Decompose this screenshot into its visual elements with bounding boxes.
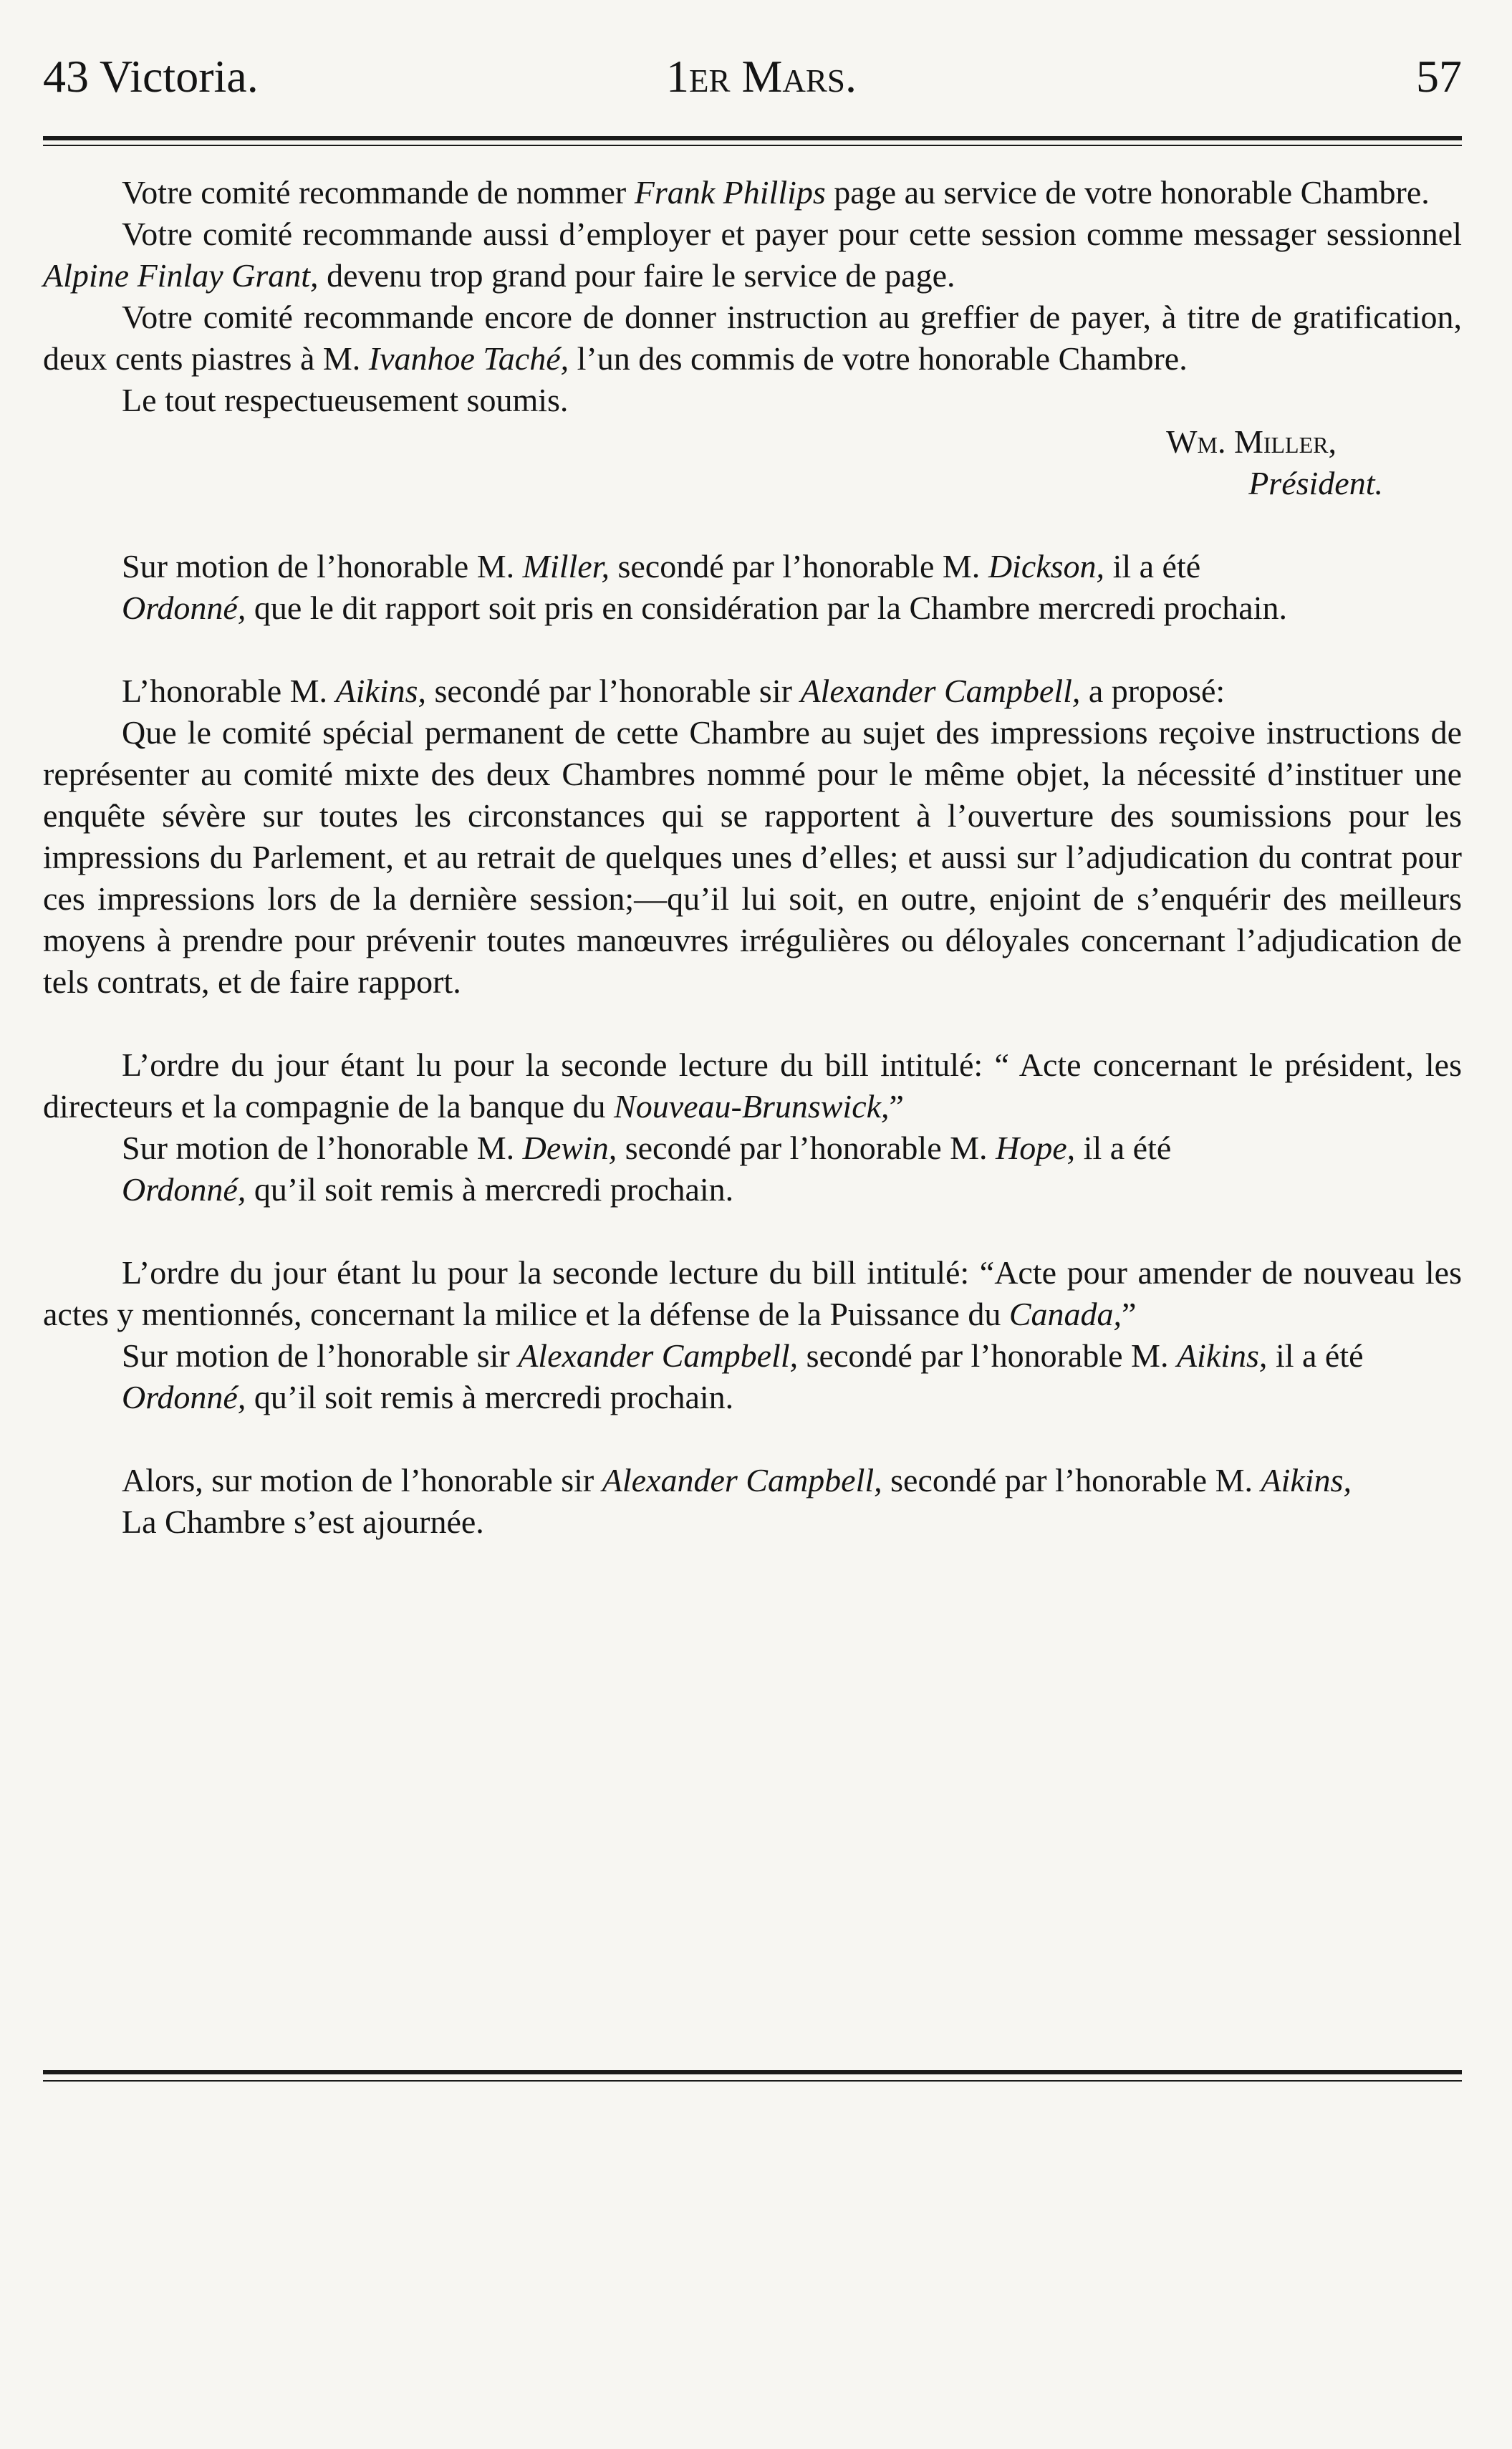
order-militia-bill: L’ordre du jour étant lu pour la seconde lecture du bill intitulé: “Acte pour amender de nouveau les actes y mentionnés, concernant la milice et la défense de la Puissance du Canada,” (43, 1254, 1462, 1332)
signature-title: Président. (1248, 465, 1383, 501)
document-body (43, 172, 1462, 1543)
page-number: 57 (1416, 51, 1462, 102)
order-militia-motion: Sur motion de l’honorable sir Alexander Campbell, secondé par l’honorable M. Aikins, il a été (122, 1337, 1364, 1374)
header-rule-thin (43, 145, 1462, 146)
motion-report-order: Ordonné, que le dit rapport soit pris en considération par la Chambre mercredi prochain. (122, 590, 1287, 626)
report-paragraph-2: Votre comité recommande aussi d’employer et payer pour cette session comme messager sessionnel Alpine Finlay Grant, devenu trop grand pour faire le service de page. (43, 216, 1462, 294)
session-label: 43 Victoria. (43, 51, 259, 102)
report-closing: Le tout respectueusement soumis. (122, 382, 569, 418)
page-header (43, 43, 1462, 115)
signature-name: Wm. Miller, (1166, 423, 1337, 460)
motion-printing-intro: L’honorable M. Aikins, secondé par l’honorable sir Alexander Campbell, a proposé: (122, 673, 1226, 709)
report-paragraph-3: Votre comité recommande encore de donner instruction au greffier de payer, à titre de gratification, deux cents piastres à M. Ivanhoe Taché, l’un des commis de votre honorable Chambre. (43, 299, 1462, 377)
adjournment-result: La Chambre s’est ajournée. (122, 1503, 484, 1540)
order-bank-bill: L’ordre du jour étant lu pour la seconde lecture du bill intitulé: “ Acte concernant le président, les directeurs et la compagnie de la banque du Nouveau-Brunswick,” (43, 1047, 1462, 1125)
header-date: 1er Mars. (666, 51, 857, 102)
adjournment-motion: Alors, sur motion de l’honorable sir Alexander Campbell, secondé par l’honorable M. Aikins, (122, 1462, 1352, 1498)
header-rule (43, 136, 1462, 140)
order-militia-result: Ordonné, qu’il soit remis à mercredi prochain. (122, 1379, 734, 1415)
footer-rule-thin (43, 2080, 1462, 2082)
motion-printing-text: Que le comité spécial permanent de cette Chambre au sujet des impressions reçoive instructions de représenter au comité mixte des deux Chambres nommé pour le même objet, la nécessité d’instituer une enquête sévère sur toutes les circonstances qui se rapportent à l’ouverture des soumissions pour les impressions du Parlement, et au retrait de quelques unes d’elles; et aussi sur l’adjudication du contrat pour ces impressions lors de la dernière session;—qu’il lui soit, en outre, enjoint de s’enquérir des meilleurs moyens à prendre pour prévenir toutes manœuvres irrégulières ou déloyales concernant l’adjudication de tels contrats, et de faire rapport. (43, 714, 1462, 1000)
motion-report-consideration: Sur motion de l’honorable M. Miller, secondé par l’honorable M. Dickson, il a été (122, 548, 1201, 584)
footer-rule (43, 2070, 1462, 2074)
order-bank-result: Ordonné, qu’il soit remis à mercredi prochain. (122, 1171, 734, 1208)
order-bank-motion: Sur motion de l’honorable M. Dewin, secondé par l’honorable M. Hope, il a été (122, 1130, 1172, 1166)
report-paragraph-1: Votre comité recommande de nommer Frank Phillips page au service de votre honorable Chambre. (122, 174, 1430, 211)
